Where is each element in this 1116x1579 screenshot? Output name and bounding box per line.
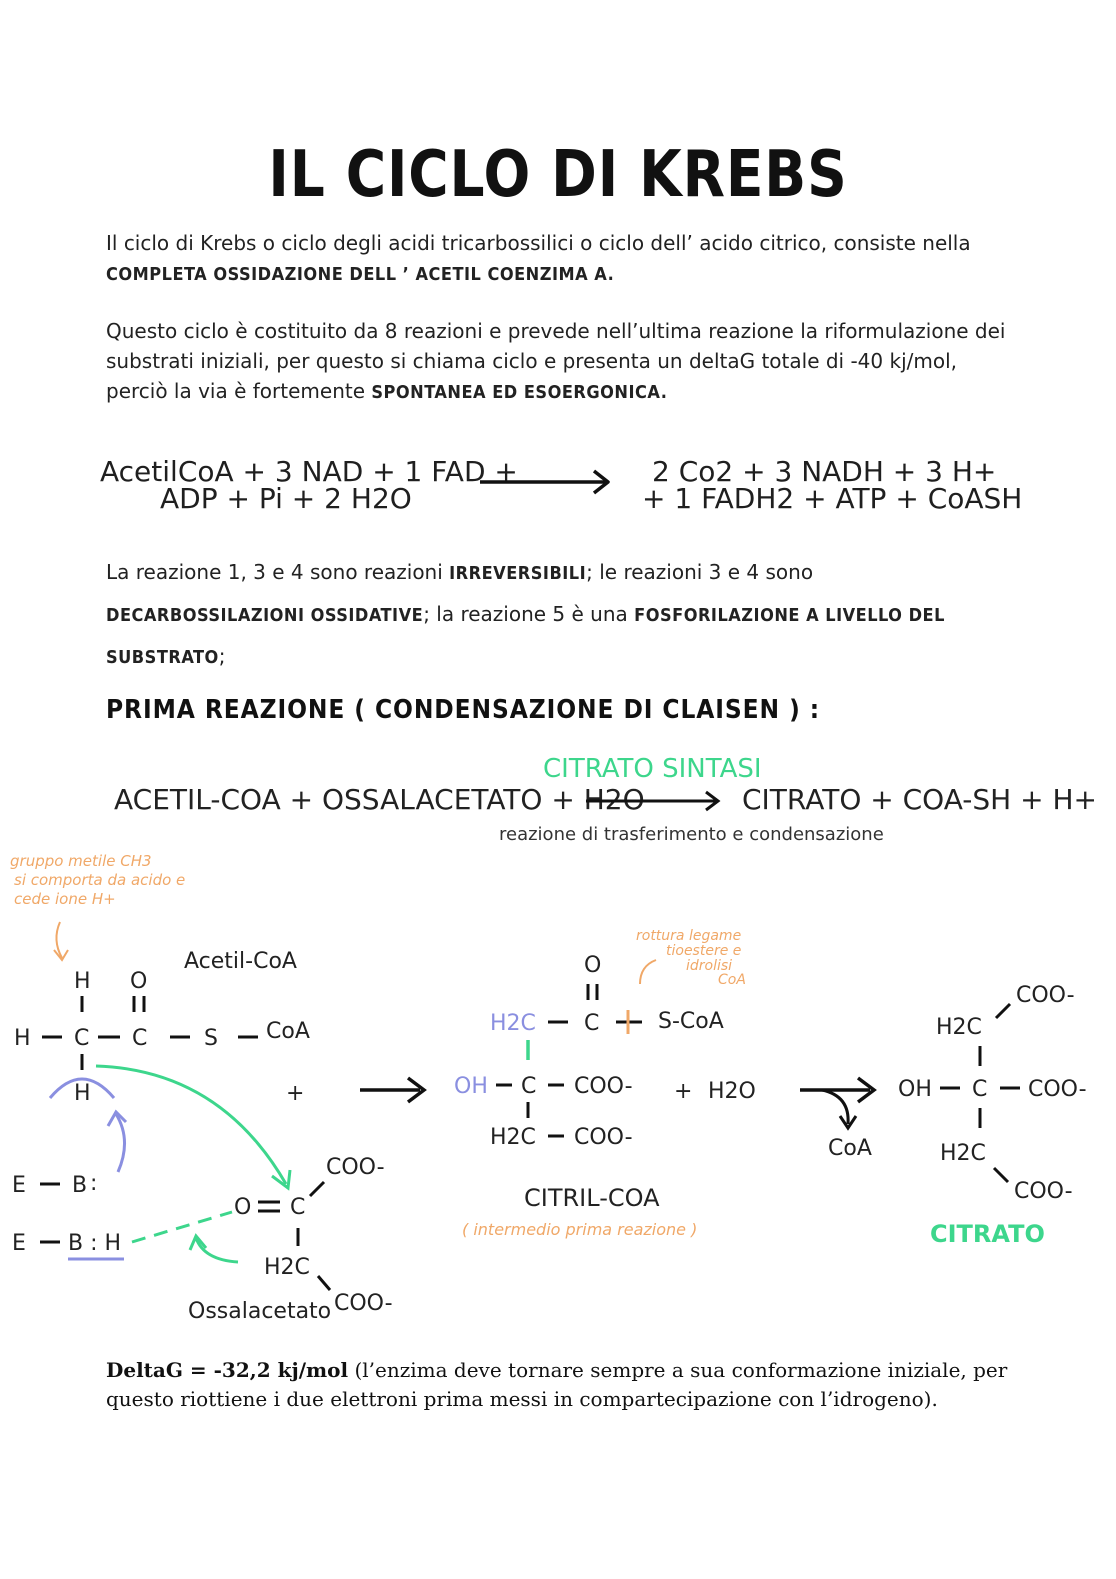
oxaloacetate-label: Ossalacetato: [188, 1299, 332, 1324]
intro-paragraph-1: [106, 228, 1006, 290]
deltag-value: DeltaG = -32,2 kj/mol: [106, 1358, 349, 1382]
nucleophilic-attack-arrow: [96, 1066, 286, 1184]
h2c-group: H2C: [936, 1015, 982, 1040]
bond: [310, 1182, 324, 1196]
methyl-note-line-3: cede ione H+: [14, 890, 116, 908]
coo-group: COO-: [574, 1125, 633, 1150]
intro-paragraph-2: [106, 316, 1006, 408]
coa-release-arrow: [822, 1090, 848, 1124]
h2c-group: H2C: [264, 1255, 310, 1280]
reaction1-caption: reazione di trasferimento e condensazione: [499, 824, 884, 845]
section-heading: PRIMA REAZIONE ( CONDENSAZIONE DI CLAISEN ) :: [106, 695, 820, 725]
atom-bh: B : H: [68, 1231, 122, 1256]
atom-c: C: [521, 1074, 537, 1099]
overall-reaction-arrow: [478, 465, 614, 499]
notes-emphasis-1: IRREVERSIBILI: [449, 563, 587, 584]
reaction1-arrow: [584, 786, 724, 816]
intro-emphasis-2: SPONTANEA ED ESOERGONICA.: [371, 382, 668, 403]
bond-note-line-1: rottura legame: [636, 928, 742, 944]
atom-h-left: H: [14, 1026, 31, 1051]
intro-emphasis-1: COMPLETA OSSIDAZIONE DELL ’ ACETIL COENZIMA A.: [106, 264, 615, 285]
coo-group: COO-: [326, 1155, 385, 1180]
overall-products-line-1: 2 Co2 + 3 NADH + 3 H+: [652, 455, 997, 488]
methyl-note-line-2: si comporta da acido e: [14, 871, 186, 889]
atom-h-bottom: H: [74, 1081, 91, 1106]
citril-note: ( intermedio prima reazione ): [462, 1220, 698, 1239]
bond-note-arrow: [640, 960, 656, 984]
notes-text-4: ;: [218, 644, 226, 668]
citril-coa-label: CITRIL-COA: [524, 1184, 660, 1212]
coo-group: COO-: [574, 1074, 633, 1099]
atom-c: C: [290, 1195, 306, 1220]
deltag-text: (l’enzima deve tornare sempre a sua conformazione iniziale, per questo riottiene i due elettroni prima messi in compartecipazione con l’idrogeno).: [106, 1358, 1008, 1411]
intro-text-1: Il ciclo di Krebs o ciclo degli acidi tricarbossilici o ciclo dell’ acido citrico, consiste nella: [106, 231, 971, 255]
h2o-label: H2O: [708, 1079, 756, 1104]
notes-text-2: ; le reazioni 3 e 4 sono: [586, 560, 814, 584]
base-arrow-head: [108, 1112, 126, 1126]
coo-group: COO-: [1028, 1077, 1087, 1102]
notes-text-3: ; la reazione 5 è una: [423, 602, 628, 626]
overall-reactants-line-1: AcetilCoA + 3 NAD + 1 FAD +: [100, 455, 518, 488]
h2c-group: H2C: [490, 1125, 536, 1150]
atom-e: E: [12, 1173, 26, 1198]
coo-group: COO-: [334, 1291, 393, 1316]
atom-o: O: [584, 953, 602, 978]
bond-note-line-3: idrolisi: [686, 958, 733, 974]
atom-c: C: [584, 1011, 600, 1036]
atom-c: C: [972, 1077, 988, 1102]
lone-pair: :: [90, 1171, 98, 1196]
atom-c-carbonyl: C: [132, 1026, 148, 1051]
atom-o-carbonyl: O: [130, 969, 148, 994]
citrate-label: CITRATO: [930, 1220, 1045, 1248]
notes-text-1: La reazione 1, 3 e 4 sono reazioni: [106, 560, 443, 584]
oh-group: OH: [454, 1074, 488, 1099]
h2c-group-new: H2C: [490, 1011, 536, 1036]
bond: [996, 1004, 1010, 1018]
overall-products-line-2: + 1 FADH2 + ATP + CoASH: [642, 482, 1023, 515]
hydrogen-bond: [132, 1212, 232, 1242]
atom-e: E: [12, 1231, 26, 1256]
deltag-paragraph: [106, 1356, 1016, 1414]
bond: [994, 1168, 1008, 1182]
plus-sign: +: [674, 1079, 693, 1104]
oh-group: OH: [898, 1077, 932, 1102]
page-title: IL CICLO DI KREBS: [268, 138, 848, 212]
atom-h-top: H: [74, 969, 91, 994]
atom-o: O: [234, 1195, 252, 1220]
notes-emphasis-3: FOSFORILAZIONE A LIVELLO DEL SUBSTRATO: [106, 605, 945, 668]
intro-text-2: Questo ciclo è costituito da 8 reazioni e prevede nell’ultima reazione la riformulazione dei substrati iniziali, per questo si chiama ciclo e presenta un deltaG totale di -40 kj/mol, perciò la via è fortemente: [106, 319, 1006, 403]
atom-b: B: [72, 1173, 88, 1198]
h2c-group: H2C: [940, 1141, 986, 1166]
coo-group: COO-: [1014, 1179, 1073, 1204]
atom-c-methyl: C: [74, 1026, 90, 1051]
coa-released: CoA: [828, 1136, 872, 1161]
base-arrow: [116, 1114, 125, 1172]
overall-reactants-line-2: ADP + Pi + 2 H2O: [160, 482, 412, 515]
bond-note-line-2: tioestere e: [666, 943, 742, 959]
reaction1-reactants: ACETIL-COA + OSSALACETATO + H2O: [114, 783, 645, 816]
mechanism-diagram: [0, 845, 1116, 1335]
enzyme-label: CITRATO SINTASI: [543, 754, 762, 784]
reaction1-products: CITRATO + COA-SH + H+: [742, 783, 1097, 816]
notes-paragraph: [106, 552, 1006, 678]
methyl-note-line-1: gruppo metile CH3: [10, 852, 152, 870]
scoa-group: S-CoA: [658, 1009, 724, 1034]
plus-sign: +: [286, 1081, 305, 1106]
atom-coa: CoA: [266, 1019, 310, 1044]
acetyl-coa-label: Acetil-CoA: [184, 949, 297, 974]
bond-note-line-4: CoA: [718, 972, 746, 988]
coo-group: COO-: [1016, 983, 1075, 1008]
nucleophilic-attack-arrow-head: [272, 1170, 290, 1188]
notes-emphasis-2: DECARBOSSILAZIONI OSSIDATIVE: [106, 605, 424, 626]
atom-s: S: [204, 1026, 218, 1051]
bond: [318, 1276, 330, 1290]
